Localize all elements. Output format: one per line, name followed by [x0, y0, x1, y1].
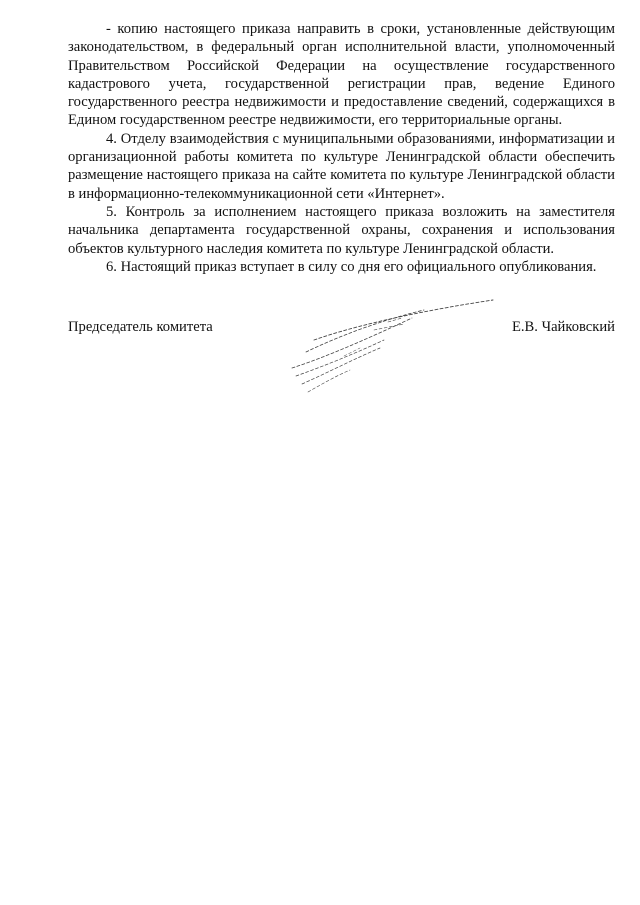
signatory-title: Председатель комитета	[68, 319, 213, 335]
paragraph-6-entry-into-force: 6. Настоящий приказ вступает в силу со дня его официального опубликования.	[106, 258, 597, 275]
paragraph-5-control: 5. Контроль за исполнением настоящего приказа возложить на заместителя начальника департамента государственной охраны, сохранения и использования объектов культурного наследия комитета по культуре Ленинградской области.	[68, 203, 615, 257]
signatory-name: Е.В. Чайковский	[511, 319, 615, 335]
paragraph-copy-submission: - копию настоящего приказа направить в сроки, установленные действующим законодательством, в федеральный орган исполнительной власти, уполномоченный Правительством Российской Федерации на осуществление государственного кадастрового учета, государственной регистрации прав, ведение Единого государственного реестра недвижимости и предоставление сведений, содержащихся в Едином государственном реестре недвижимости, его территориальные органы.	[68, 21, 615, 129]
handwritten-signature	[284, 296, 498, 400]
order-body	[68, 20, 615, 276]
paragraph-4-website-publication: 4. Отделу взаимодействия с муниципальными образованиями, информатизации и организационной работы комитета по культуре Ленинградской области обеспечить размещение настоящего приказа на сайте комитета по культуре Ленинградской области в информационно-телекоммуникационной сети «Интернет».	[68, 130, 615, 202]
